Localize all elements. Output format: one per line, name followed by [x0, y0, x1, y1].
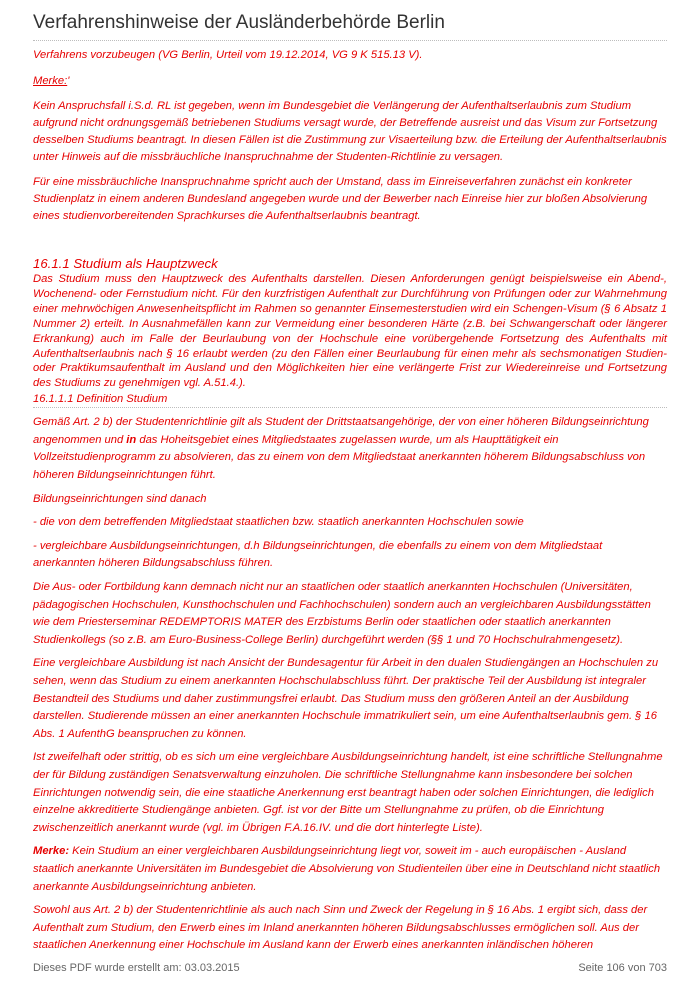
intro-line: Verfahrens vorzubeugen (VG Berlin, Urteil vom 19.12.2014, VG 9 K 515.13 V). — [33, 49, 423, 61]
paragraph-sowohl: Sowohl aus Art. 2 b) der Studentenrichtlinie als auch nach Sinn und Zweck der Regelung in § 16 Abs. 1 ergibt sich, dass der Aufenthalt zum Studium, den Erwerb eines im Inland anerkannten höheren Bildungsabschlusses ermöglichen soll. Aus der staatlichen Anerkennung einer Hochschule im Ausland kann der Erwerb eines anerkannten inländischen höheren — [33, 904, 648, 952]
merke-2-text: Kein Studium an einer vergleichbaren Ausbildungseinrichtung liegt vor, soweit im - auch europäischen - Ausland staatlich anerkannte Universitäten im Bundesgebiet die Absolvierung von Studienteilen über eine in Deutschland nicht staatlich anerkannte Ausbildungseinrichtung anbieten. — [33, 845, 661, 893]
merke-mark: ' — [67, 75, 70, 87]
paragraph-duales-studium: Eine vergleichbare Ausbildung ist nach Ansicht der Bundesagentur für Arbeit in den dualen Studiengängen an Hochschulen zu sehen, wenn das Studium zu einem anerkannten Hochschulabschluss führt. Der praktische Teil der Ausbildung ist integraler Bestandteil des Studiums und daher zustimmungsfrei erlaubt. Das Studium muss den größeren Anteil an der Ausbildung darstellen. Studierende müssen an einer anerkannten Hochschule immatrikuliert sein, um eine Aufenthaltserlaubnis gem. § 16 Abs. 1 AufenthG beanspruchen zu können. — [33, 657, 659, 740]
subsection-divider — [33, 407, 667, 408]
paragraph-aus-fortbildung: Die Aus- oder Fortbildung kann demnach nicht nur an staatlichen oder staatlich anerkannten Hochschulen (Universitäten, pädagogischen Hochschulen, Kunsthochschulen und Fachhochschulen) sondern auch an vergleichbaren Ausbildungsstätten wie dem Priesterseminar REDEMPTORIS MATER des Erzbistums Berlin oder staatlichen oder staatlich anerkannten Studienkollegs (so z.B. am Euro-Business-College Berlin) durchgeführt werden (§§ 1 und 70 Hochschulrahmengesetz). — [33, 581, 651, 646]
footer-page-number: Seite 106 von 703 — [578, 962, 667, 974]
definition-bold: in — [126, 433, 137, 446]
title-divider — [33, 40, 667, 41]
paragraph-merke-2 — [33, 843, 667, 896]
footer-created: Dieses PDF wurde erstellt am: 03.03.2015 — [33, 962, 240, 974]
merke-heading — [33, 73, 667, 90]
paragraph-missbrauch: Für eine missbräuchliche Inanspruchnahme spricht auch der Umstand, dass im Einreiseverfahren zunächst ein konkreter Studienplatz in einem anderen Bundesland angegeben wurde und der Bewerber nach Einreise hier zur bloßen Absolvierung eines studienvorbereitenden Sprachkurses die Aufenthaltserlaubnis beantragt. — [33, 176, 648, 222]
document-page — [33, 0, 667, 955]
paragraph-bildung-intro: Bildungseinrichtungen sind danach — [33, 492, 207, 505]
list-item-hochschulen: - die von dem betreffenden Mitgliedstaat staatlichen bzw. staatlich anerkannten Hochschulen sowie — [33, 516, 524, 529]
page-title: Verfahrenshinweise der Ausländerbehörde Berlin — [33, 12, 445, 33]
list-item-vergleichbare: - vergleichbare Ausbildungseinrichtungen, d.h Bildungseinrichtungen, die ebenfalls zu einem von dem Mitgliedstaat anerkannten höheren Bildungsabschluss führen. — [33, 539, 603, 570]
definition-text-2: das Hoheitsgebiet eines Mitgliedstaates zugelassen wurde, um als Haupttätigkeit ein Vollzeitstudienprogramm zu absolvieren, das zu einem von dem Mitgliedstaat anerkannten höherem Bildungsabschluss von höheren Bildungseinrichtungen führt. — [33, 433, 646, 482]
paragraph-definition — [33, 414, 667, 484]
merke-label: Merke: — [33, 75, 68, 87]
definition-text-1: Gemäß Art. 2 b) der Studentenrichtlinie gilt als Student der Drittstaatsangehörige, der von einer höheren Bildungseinrichtung angenommen und — [33, 416, 649, 446]
merke-2-label: Merke: — [33, 845, 70, 858]
section-heading: 16.1.1 Studium als Hauptzweck — [33, 256, 218, 271]
section-body: Das Studium muss den Hauptzweck des Aufenthalts darstellen. Diesen Anforderungen genügt beispielsweise ein Abend-, Wochenend- oder Fernstudium nicht. Für den kurzfristigen Aufenthalt zur Durchführung von Prüfungen oder zur Wahrnehmung einer mehrwöchigen Anwesenheitspflicht im Rahmen so genannter Einsemesterstudien wird ein Schengen-Visum (§ 6 Absatz 1 Nummer 2) erteilt. In Ausnahmefällen kann zur Vermeidung einer besonderen Härte (z.B. bei Schwangerschaft oder längerer Erkrankung) auch im Falle der Beurlaubung von der Hochschule eine vorübergehende Fortsetzung des Aufenthalts mit Aufenthaltserlaubnis nach § 16 erlaubt werden (zu den Fällen einer Beurlaubung für einen mehr als sechsmonatigen Studien- oder Praktikumsaufenthalt im Ausland und den Möglichkeiten hier eine verlängerte Frist zur Wiedereinreise und Fortsetzung des Studiums zu genehmigen vgl. A.51.4.). — [33, 273, 667, 390]
paragraph-zweifelhaft: Ist zweifelhaft oder strittig, ob es sich um eine vergleichbare Ausbildungseinrichtung handelt, ist eine schriftliche Stellungnahme der für Bildung zuständigen Senatsverwaltung einzuholen. Die schriftliche Stellungnahme kann insbesondere bei solchen Einrichtungen notwendig sein, die eine staatliche Anerkennung erst beantragt haben oder solchen Einrichtungen, die lediglich einzelne akkreditierte Studiengänge anbieten. Ggf. ist vor der Bitte um Stellungnahme zu prüfen, ob die Einrichtung zwischenzeitlich anerkannt wurde (vgl. im Übrigen F.A.16.IV. und die dort hinterlegte Liste). — [33, 751, 663, 834]
subsection-heading: 16.1.1.1 Definition Studium — [33, 393, 168, 406]
paragraph-anspruchsfall: Kein Anspruchsfall i.S.d. RL ist gegeben, wenn im Bundesgebiet die Verlängerung der Aufenthaltserlaubnis zum Studium aufgrund nicht ordnungsgemäß betriebenen Studiums versagt wurde, der Betreffende ausreist und das Visum zur Fortsetzung desselben Studiums beantragt. In diesen Fällen ist die Zustimmung zur Visaerteilung bzw. die Erteilung der Aufenthaltserlaubnis unter Hinweis auf die missbräuchliche Inanspruchnahme der Studenten-Richtlinie zu versagen. — [33, 100, 667, 163]
